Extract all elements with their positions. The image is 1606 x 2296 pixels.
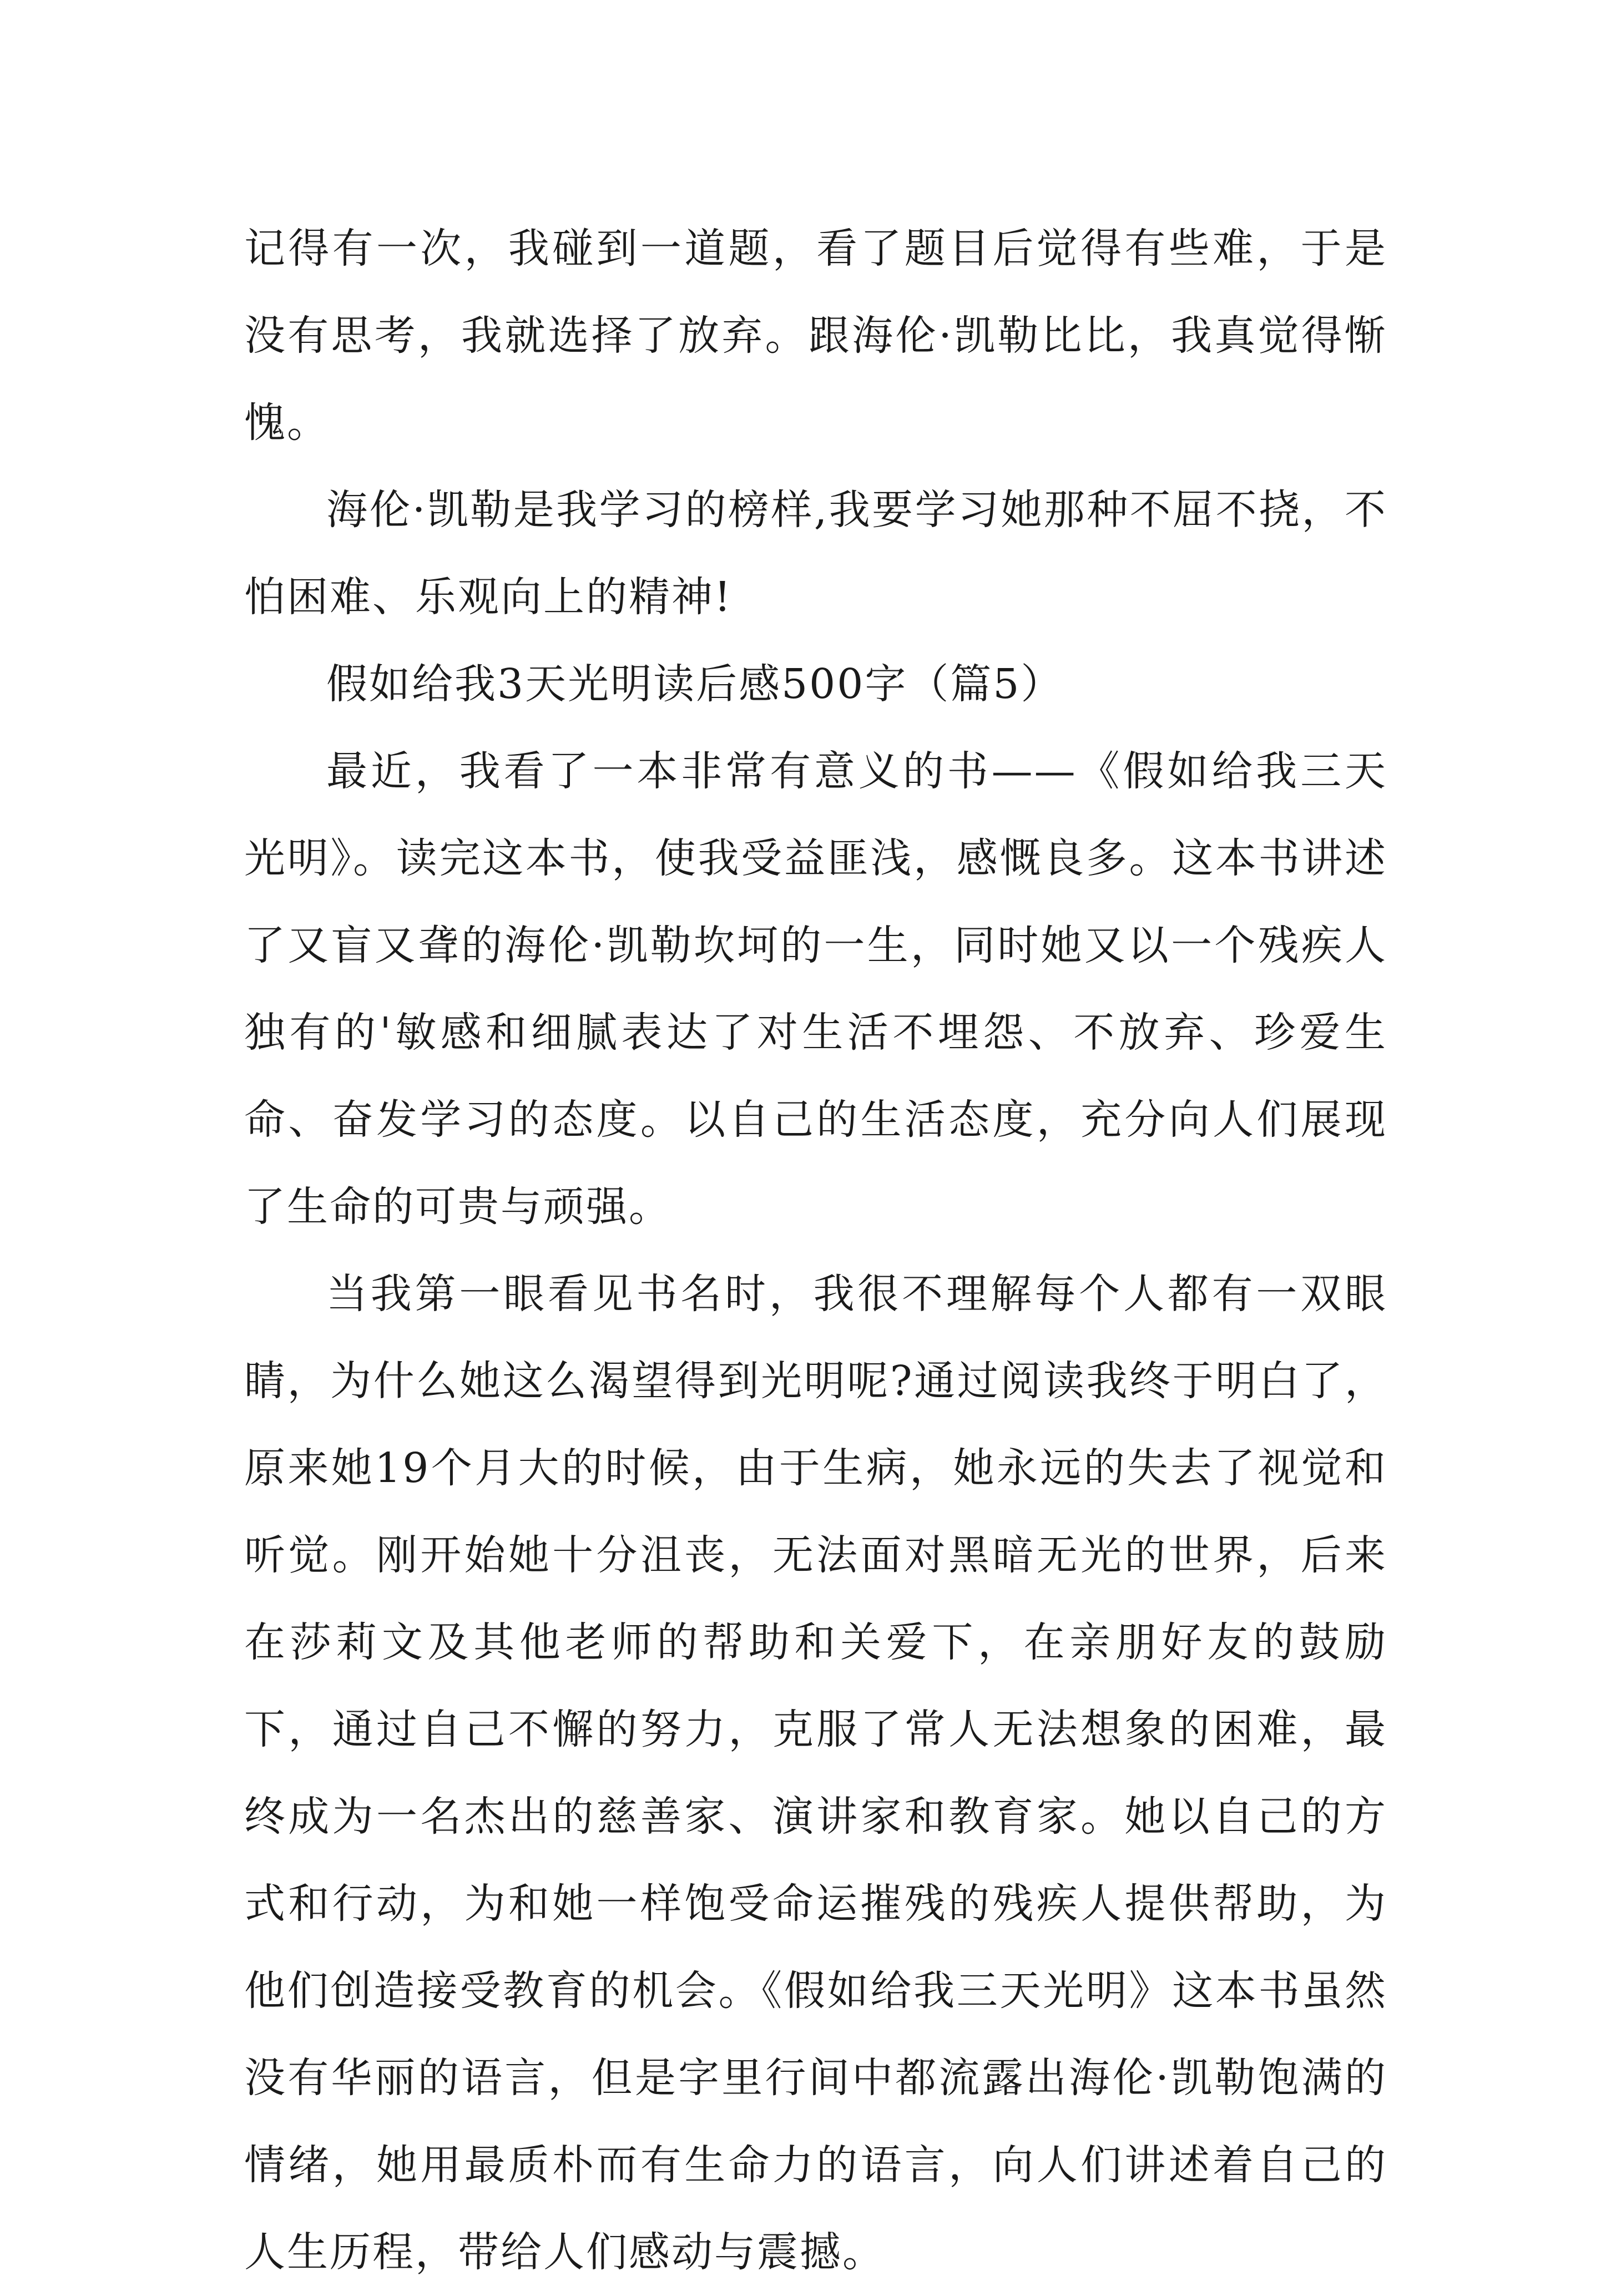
paragraph-4: 最近，我看了一本非常有意义的书——《假如给我三天光明》。读完这本书，使我受益匪浅，感慨良多。这本书讲述了又盲又聋的海伦·凯勒坎坷的一生，同时她又以一个残疾人独有的'敏感和细腻表达了对生活不埋怨、不放弃、珍爱生命、奋发学习的态度。以自己的生活态度，充分向人们展现了生命的可贵与顽强。 — [244, 747, 1387, 1231]
paragraph-1: 记得有一次，我碰到一道题，看了题目后觉得有些难，于是没有思考，我就选择了放弃。跟海伦·凯勒比比，我真觉得惭愧。 — [244, 225, 1387, 447]
section-heading: 假如给我3天光明读后感500字（篇5） — [326, 660, 1064, 708]
paragraph-2: 海伦·凯勒是我学习的榜样,我要学习她那种不屈不挠，不怕困难、乐观向上的精神! — [244, 486, 1387, 621]
paragraph-5: 当我第一眼看见书名时，我很不理解每个人都有一双眼睛，为什么她这么渴望得到光明呢?通过阅读我终于明白了，原来她19个月大的时候，由于生病，她永远的失去了视觉和听觉。刚开始她十分沮丧，无法面对黑暗无光的世界，后来在莎莉文及其他老师的帮助和关爱下，在亲朋好友的鼓励下，通过自己不懈的努力，克服了常人无法想象的困难，最终成为一名杰出的慈善家、演讲家和教育家。她以自己的方式和行动，为和她一样饱受命运摧残的残疾人提供帮助，为他们创造接受教育的机会。《假如给我三天光明》这本书虽然没有华丽的语言，但是字里行间中都流露出海伦·凯勒饱满的情绪，她用最质朴而有生命力的语言，向人们讲述着自己的人生历程，带给人们感动与震撼。 — [244, 1270, 1387, 2276]
document-body — [244, 205, 1387, 2296]
